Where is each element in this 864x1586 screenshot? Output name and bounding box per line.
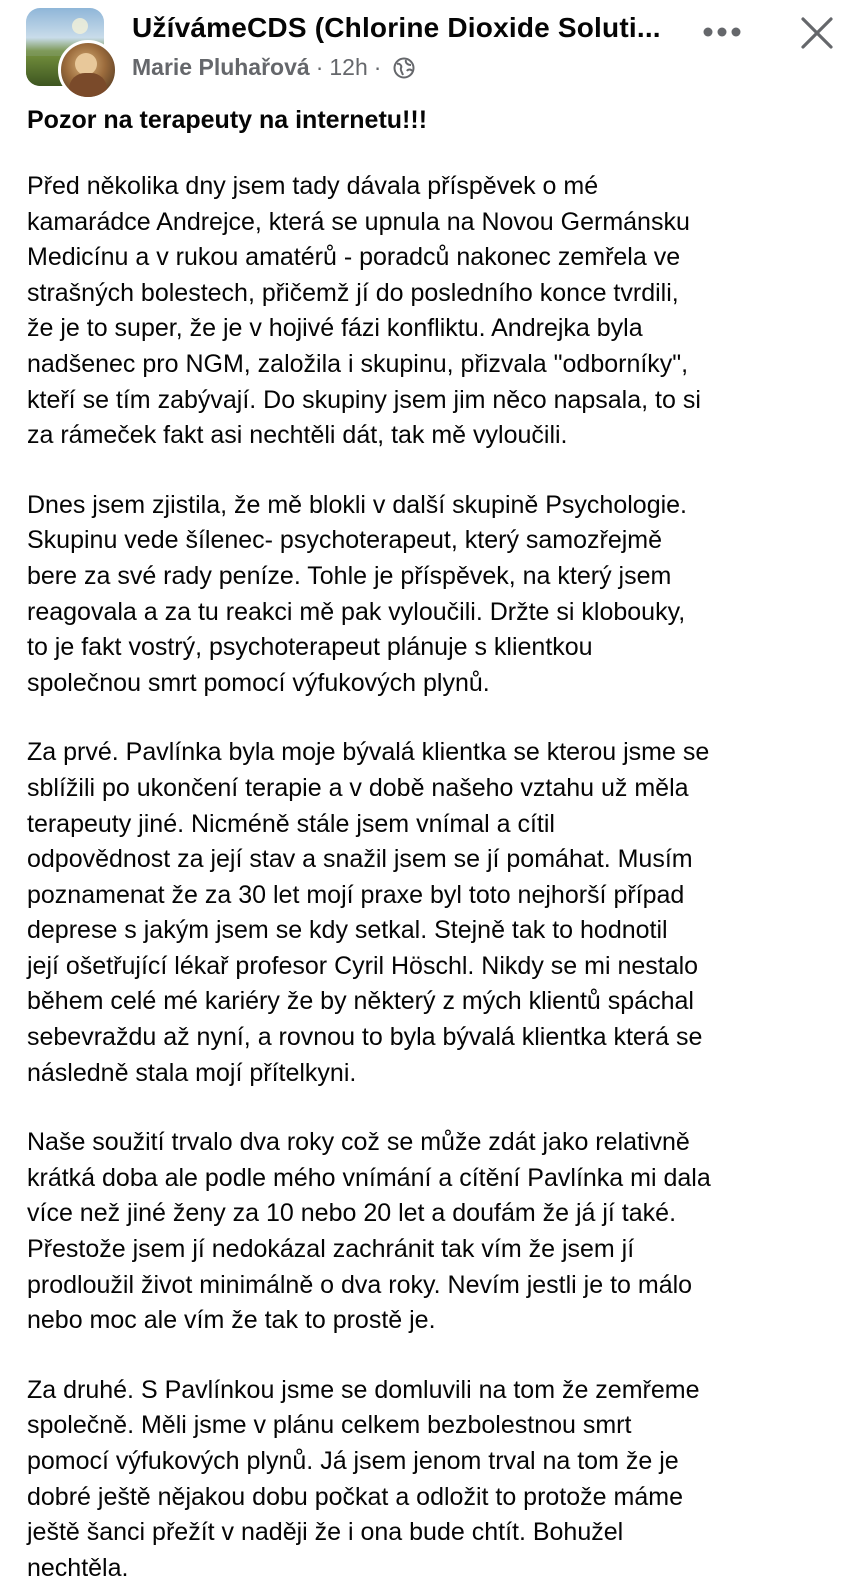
author-avatar-head	[75, 53, 97, 75]
paragraph-line: odpovědnost za její stav a snažil jsem se jí pomáhat. Musím	[27, 845, 693, 874]
author-avatar[interactable]	[58, 40, 118, 100]
post-paragraph-1	[27, 169, 852, 454]
paragraph-line: že je to super, že je v hojivé fázi konfliktu. Andrejka byla	[27, 314, 643, 343]
paragraph-line: bere za své rady peníze. Tohle je příspěvek, na který jsem	[27, 561, 672, 590]
paragraph-line: to je fakt vostrý, psychoterapeut plánuje s klientkou	[27, 633, 593, 662]
meta-separator-2: ·	[373, 54, 382, 80]
paragraph-line: Skupinu vede šílenec- psychoterapeut, který samozřejmě	[27, 526, 663, 555]
paragraph-line: nechtěla.	[27, 1553, 129, 1582]
paragraph-line: krátká doba ale podle mého vnímání a cítění Pavlínka mi dala	[27, 1163, 711, 1192]
post-paragraph-3	[27, 735, 852, 1091]
paragraph-line: poznamenat že za 30 let mojí praxe byl toto nejhorší případ	[27, 880, 685, 909]
group-avatar-sun	[72, 18, 88, 34]
paragraph-line: Medicínu a v rukou amatérů - poradců nakonec zemřela ve	[27, 243, 681, 272]
paragraph-line: deprese s jakým jsem se kdy setkal. Stejně tak to hodnotil	[27, 916, 668, 945]
more-options-button[interactable]	[694, 12, 750, 52]
meta-separator: ·	[315, 54, 324, 80]
paragraph-line: společnou smrt pomocí výfukových plynů.	[27, 668, 490, 697]
paragraph-line: Přestože jsem jí nedokázal zachránit tak vím že jsem jí	[27, 1235, 635, 1264]
paragraph-line: dobré ještě nějakou dobu počkat a odložit to protože máme	[27, 1482, 683, 1511]
avatar-group[interactable]	[26, 8, 108, 90]
group-name-link[interactable]: UžívámeCDS (Chlorine Dioxide Soluti...	[132, 12, 661, 43]
paragraph-line: terapeuty jiné. Nicméně stále jsem vnímal a cítil	[27, 809, 555, 838]
paragraph-line: prodloužil život minimálně o dva roky. Nevím jestli je to málo	[27, 1270, 693, 1299]
paragraph-line: Před několika dny jsem tady dávala příspěvek o mé	[27, 172, 599, 200]
close-button[interactable]	[792, 8, 842, 58]
paragraph-line: kteří se tím zabývají. Do skupiny jsem jim něco napsala, to si	[27, 385, 701, 414]
paragraph-line: během celé mé kariéry že by některý z mých klientů spáchal	[27, 987, 694, 1016]
paragraph-line: její ošetřující lékař profesor Cyril Höschl. Nikdy se mi nestalo	[27, 951, 699, 980]
paragraph-line: Dnes jsem zjistila, že mě blokli v další skupině Psychologie.	[27, 490, 687, 519]
paragraph-line: nadšenec pro NGM, založila i skupinu, přizvala "odborníky",	[27, 349, 689, 378]
paragraph-line: strašných bolestech, přičemž jí do posledního konce tvrdili,	[27, 278, 679, 307]
paragraph-line: Za prvé. Pavlínka byla moje bývalá klientka se kterou jsme se	[27, 738, 710, 767]
post-paragraph-4	[27, 1125, 852, 1339]
paragraph-line: společně. Měli jsme v plánu celkem bezbolestnou smrt	[27, 1411, 632, 1440]
paragraph-line: reagovala a za tu reakci mě pak vyloučili. Držte si klobouky,	[27, 597, 686, 626]
paragraph-line: sebevraždu až nyní, a rovnou to byla bývalá klientka která se	[27, 1023, 703, 1052]
paragraph-line: více než jiné ženy za 10 nebo 20 let a doufám že já jí také.	[27, 1199, 677, 1228]
globe-icon	[393, 57, 415, 79]
paragraph-line: Naše soužití trvalo dva roky což se může zdát jako relativně	[27, 1128, 690, 1157]
paragraph-line: nebo moc ale vím že tak to prostě je.	[27, 1306, 436, 1335]
author-name-link[interactable]: Marie Pluhařová	[132, 54, 310, 80]
paragraph-line: za rámeček fakt asi nechtěli dát, tak mě vyloučili.	[27, 421, 568, 450]
post-paragraph-5	[27, 1373, 852, 1586]
paragraph-line: Za druhé. S Pavlínkou jsme se domluvili na tom že zemřeme	[27, 1375, 700, 1404]
paragraph-line: sblížili po ukončení terapie a v době našeho vztahu už měla	[27, 773, 689, 802]
more-horizontal-icon	[702, 26, 742, 38]
post-time[interactable]: 12h	[329, 54, 368, 80]
post-meta	[132, 54, 415, 81]
post-title: Pozor na terapeuty na internetu!!!	[27, 106, 428, 134]
post-paragraph-2	[27, 488, 852, 702]
paragraph-line: pomocí výfukových plynů. Já jsem jenom trval na tom že je	[27, 1447, 679, 1475]
close-icon	[799, 15, 835, 51]
paragraph-line: ještě šanci přežít v naději že i ona bude chtít. Bohužel	[27, 1518, 624, 1547]
post-body	[27, 96, 852, 1586]
paragraph-line: kamarádce Andrejce, která se upnula na Novou Germánsku	[27, 207, 690, 236]
paragraph-line: následně stala mojí přítelkyni.	[27, 1058, 357, 1087]
post-header	[0, 0, 864, 96]
